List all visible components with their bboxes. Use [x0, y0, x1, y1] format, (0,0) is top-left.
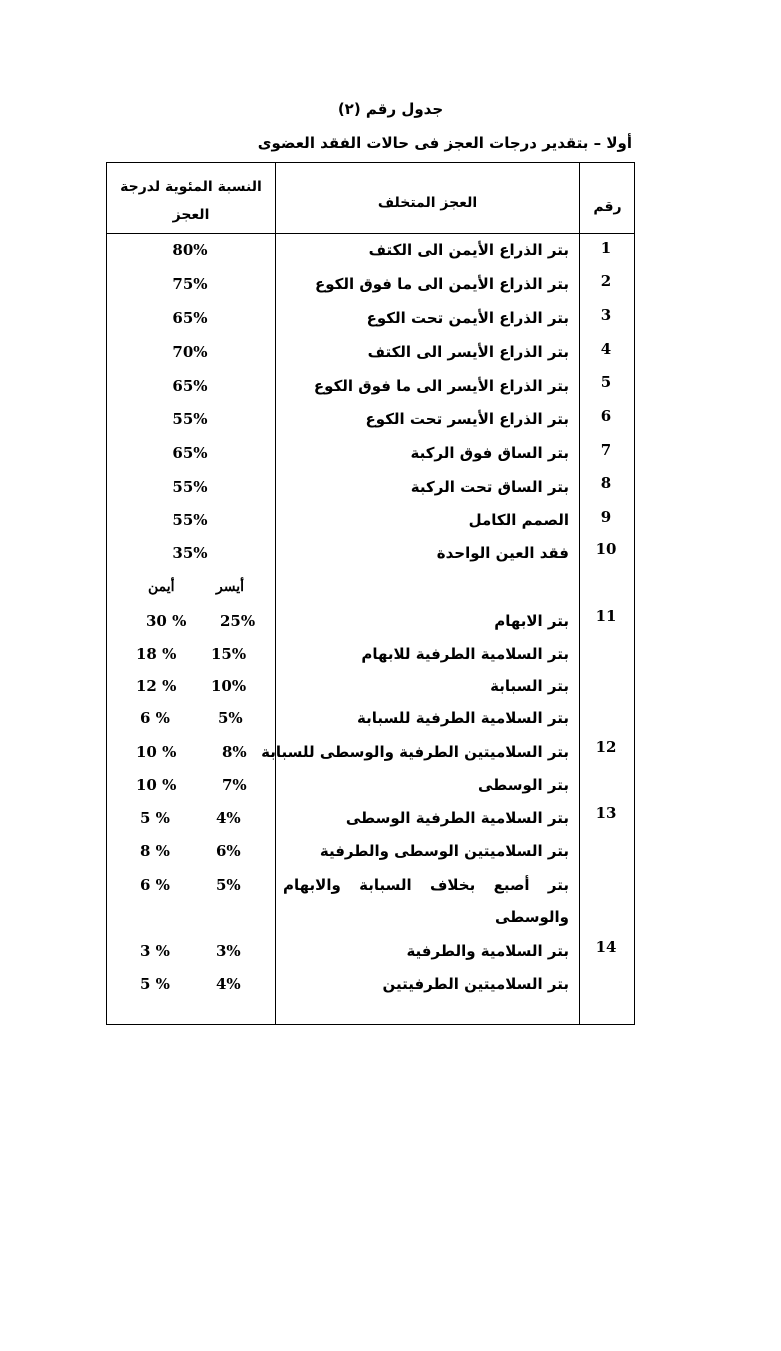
right-percentage: 6 %: [140, 876, 170, 894]
row-text: بتر السبابة: [490, 677, 569, 695]
row-text: بتر الذراع الأيسر الى الكتف: [367, 343, 569, 361]
right-percentage: 30 %: [146, 612, 187, 630]
row-percentage: 65%: [172, 377, 208, 395]
row-text: بتر الذراع الأيسر الى ما فوق الكوع: [313, 377, 569, 395]
row-percentage: 80%: [172, 241, 208, 259]
right-percentage: 6 %: [140, 709, 170, 727]
right-percentage: 10 %: [136, 776, 177, 794]
row-number: 14: [595, 938, 617, 956]
row-number: 1: [600, 239, 612, 257]
left-percentage: 5%: [218, 709, 243, 727]
left-percentage: 4%: [216, 809, 241, 827]
row-text: بتر الذراع الأيمن الى ما فوق الكوع: [314, 275, 569, 293]
right-percentage: 5 %: [140, 975, 170, 993]
row-number: 9: [600, 508, 612, 526]
row-text: بتر الذراع الأيسر تحت الكوع: [365, 410, 569, 428]
row-percentage: 65%: [172, 444, 208, 462]
row-text: بتر السلاميتين الطرفية والوسطى للسبابة: [261, 743, 569, 761]
left-percentage: 25%: [220, 612, 256, 630]
row-number: 5: [600, 373, 612, 391]
row-text: بتر الوسطى: [477, 776, 569, 794]
column-divider-left: [275, 163, 276, 1024]
right-percentage: 18 %: [136, 645, 177, 663]
left-percentage: 6%: [216, 842, 241, 860]
right-percentage: 10 %: [136, 743, 177, 761]
header-percentage: [107, 173, 275, 229]
right-side-header: أيمن: [148, 579, 175, 595]
row-text: بتر السلاميتين الطرفيتين: [382, 975, 569, 993]
row-text: بتر أصبع بخلاف السبابة والابهام: [283, 876, 569, 894]
row-number: 13: [595, 804, 617, 822]
row-text: فقد العين الواحدة: [436, 544, 569, 562]
row-percentage: 55%: [172, 511, 208, 529]
header-disability: العجز المتخلف: [377, 195, 478, 211]
row-text: بتر الساق فوق الركبة: [410, 444, 569, 462]
row-text: الصمم الكامل: [468, 511, 569, 529]
row-text: بتر السلامية والطرفية: [406, 942, 569, 960]
row-text: بتر الذراع الأيمن تحت الكوع: [366, 309, 569, 327]
header-number: رقم: [593, 199, 622, 215]
row-number: 11: [595, 607, 617, 625]
left-percentage: 15%: [211, 645, 247, 663]
row-text: بتر الساق تحت الركبة: [410, 478, 569, 496]
row-number: 4: [600, 340, 612, 358]
row-text: بتر السلاميتين الوسطى والطرفية: [319, 842, 569, 860]
row-text: بتر الذراع الأيمن الى الكتف: [368, 241, 569, 259]
row-percentage: 75%: [172, 275, 208, 293]
header-divider: [107, 233, 634, 234]
left-percentage: 10%: [211, 677, 247, 695]
row-percentage: 55%: [172, 478, 208, 496]
left-percentage: 4%: [216, 975, 241, 993]
row-percentage: 65%: [172, 309, 208, 327]
row-number: 10: [595, 540, 617, 558]
header-percentage-line2: العجز: [172, 207, 210, 223]
left-percentage: 5%: [216, 876, 241, 894]
right-percentage: 5 %: [140, 809, 170, 827]
left-percentage: 7%: [222, 776, 247, 794]
row-text: بتر السلامية الطرفية الوسطى: [345, 809, 569, 827]
row-text: بتر السلامية الطرفية للسبابة: [357, 709, 569, 727]
row-number: 7: [600, 441, 612, 459]
row-percentage: 70%: [172, 343, 208, 361]
column-divider-right: [579, 163, 580, 1024]
row-percentage: 35%: [172, 544, 208, 562]
left-percentage: 8%: [222, 743, 247, 761]
row-number: 12: [595, 738, 617, 756]
table-title: جدول رقم (٢): [337, 100, 444, 118]
row-number: 6: [600, 407, 612, 425]
row-percentage: 55%: [172, 410, 208, 428]
right-percentage: 3 %: [140, 942, 170, 960]
row-number: 3: [600, 306, 612, 324]
row-number: 8: [600, 474, 612, 492]
left-percentage: 3%: [216, 942, 241, 960]
table-subtitle: أولا – بتقدير درجات العجز فى حالات الفقد العضوى: [257, 134, 632, 152]
row-text: بتر الابهام: [494, 612, 569, 630]
row-text: بتر السلامية الطرفية للابهام: [361, 645, 569, 663]
row-text-continued: والوسطى: [494, 908, 569, 926]
right-percentage: 12 %: [136, 677, 177, 695]
right-percentage: 8 %: [140, 842, 170, 860]
row-number: 2: [600, 272, 612, 290]
left-side-header: أيسر: [216, 579, 244, 595]
header-percentage-line1: النسبة المئوية لدرجة: [120, 179, 262, 195]
